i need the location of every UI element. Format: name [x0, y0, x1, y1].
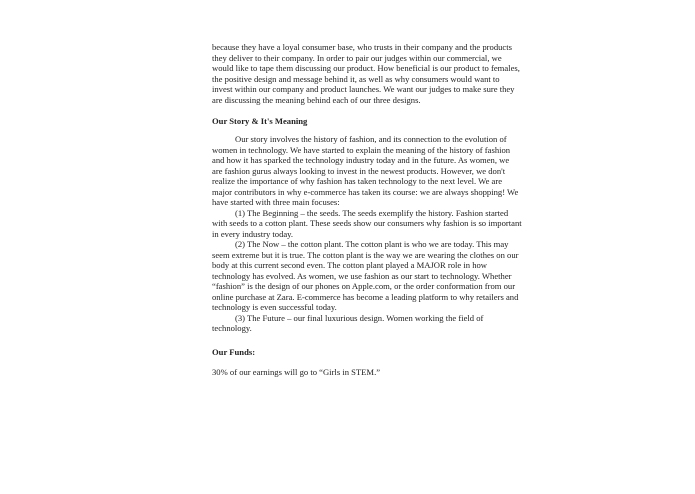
text-line: because they have a loyal consumer base, who trusts in their company and the products: [212, 42, 512, 52]
story-heading: Our Story & It's Meaning: [212, 116, 308, 126]
text-line: technology has evolved. As women, we use fashion as our start to technology. Whether: [212, 270, 512, 281]
story-paragraph: [212, 134, 522, 334]
text-line: are discussing the meaning behind each of our three designs.: [212, 94, 421, 105]
text-line: they deliver to their company. In order to pair our judges within our commercial, we: [212, 52, 502, 63]
text-line: “fashion” is the design of our phones on Apple.com, or the order conformation from our: [212, 281, 516, 291]
funds-text: 30% of our earnings will go to “Girls in STEM.”: [212, 367, 381, 377]
text-line: women in technology. We have started to explain the meaning of the history of fashion: [212, 144, 511, 155]
text-line: seem extreme but it is true. The cotton plant is the way we are wearing the clothes on our: [212, 249, 519, 260]
text-line: with seeds to a cotton plant. These seeds show our consumers why fashion is so important: [212, 218, 522, 228]
intro-paragraph: [212, 42, 520, 105]
text-line: in every industry today.: [212, 228, 294, 239]
text-line: (2) The Now – the cotton plant. The cotton plant is who we are today. This may: [235, 239, 509, 249]
text-line: body at this current second even. The cotton plant played a MAJOR role in how: [212, 260, 488, 270]
text-line: and how it has sparked the technology industry today and in the future. As women, we: [212, 155, 510, 165]
text-line: (1) The Beginning – the seeds. The seeds exemplify the history. Fashion started: [235, 207, 509, 218]
text-line: have started with three main focuses:: [212, 197, 340, 207]
text-line: realize the importance of why fashion has taken technology to the next level. We are: [212, 176, 503, 186]
text-line: Our story involves the history of fashion, and its connection to the evolution of: [235, 134, 507, 144]
text-line: would like to tape them discussing our product. How beneficial is our product to females,: [212, 63, 520, 73]
funds-heading: Our Funds:: [212, 347, 256, 357]
text-line: invest within our company and product launches. We want our judges to make sure they: [212, 84, 515, 94]
text-line: technology.: [212, 323, 252, 333]
text-line: the positive design and message behind it, as well as why consumers would want to: [212, 73, 500, 84]
text-line: major contributors in why e-commerce has taken its course: we are always shopping! We: [212, 186, 519, 197]
text-line: are fashion gurus always looking to invest in the newest products. However, we don't: [212, 165, 506, 176]
text-line: technology is even successful today.: [212, 302, 337, 312]
text-line: online purchase at Zara. E-commerce has become a leading platform to why retailers and: [212, 291, 519, 302]
text-line: (3) The Future – our final luxurious design. Women working the field of: [235, 312, 484, 323]
